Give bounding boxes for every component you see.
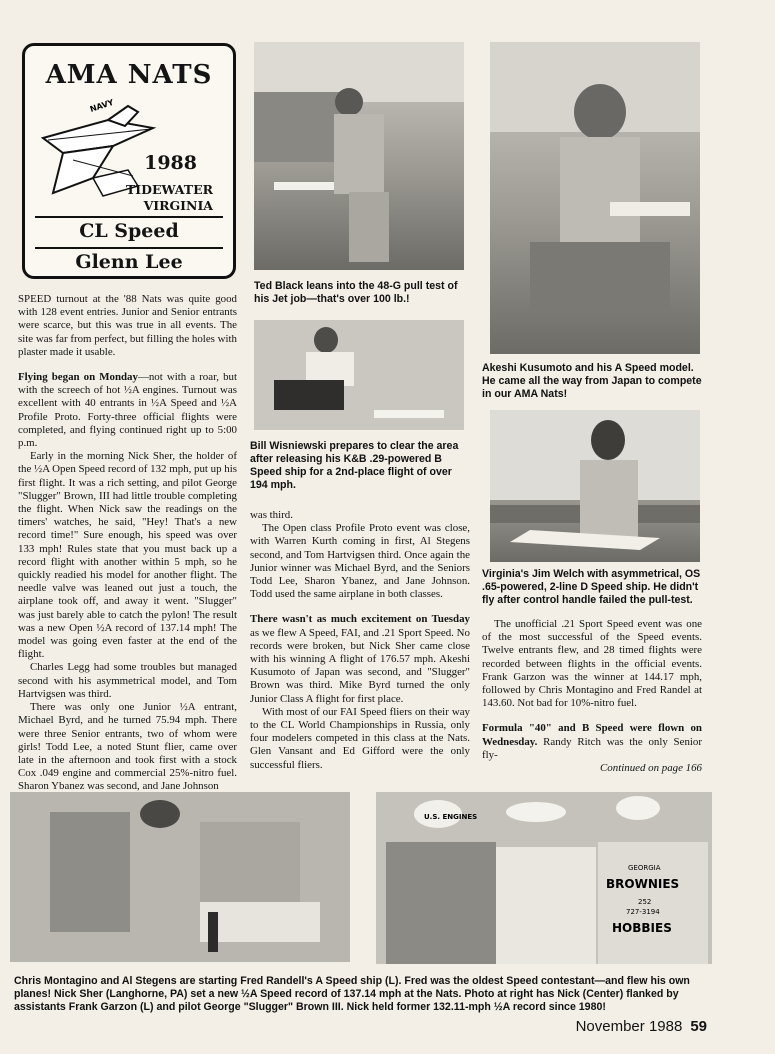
shirt-text-1: GEORGIA [628,864,661,872]
shirt-text-5: HOBBIES [612,921,672,935]
nats-logo-box [22,43,236,279]
paragraph-sport-speed: The unofficial .21 Sport Speed event was one of the most successful of the Speed events. Twelve entrants flew, and 28 timed flights were recorded between flights in the official events. Frank Garzon was the winner at 144.17 mph, followed by Chris Montagino and Fred Randel at 143.60. Not bad for 10%-nitro fuel. [482,618,702,710]
chris-montagino-photo [10,792,350,962]
paragraph-intro: SPEED turnout at the '88 Nats was quite good with 128 event entries. Junior and Senior entrants were scarce, but this was true in all events. The site was far from perfect, but filling the holes with plaster made it usable. [18,293,237,358]
bill-wisniewski-photo [254,320,464,430]
shirt-text-4: 727-3194 [626,908,660,916]
continued-note: Continued on page 166 [600,762,702,775]
paragraph-nick-sher: Early in the morning Nick Sher, the holder of the ½A Open Speed record of 132 mph, put up his first flight. It was a rich setting, and pilot George "Slugger" Brown, III had little trouble completing the flight. When Nick saw the readings on the timers' watches, he said, "Hey! That's a new record time!" Sure enough, his speed was over 133 mph! Rules state that you must back up a record flight with another within 5 mph, so he quickly readied his model for another flight. The needle valve was leaned out just a touch, the airplane took off, and away it went. "Slugger" was just barely able to catch the pylon! The result was a new Open ½A record of 137.14 mph! The model was going even faster at the end of the flight. [18,450,237,661]
monday-rest: —not with a roar, but with the screech of hot ½A engines. Turnout was excellent with 40 entrants in ½A Speed and ½A Profile Proto. Forty-three official flights were completed, and flying continued right up to 5:00 p.m. [18,371,237,450]
ted-black-caption: Ted Black leans into the 48-G pull test of his Jet job—that's over 100 lb.! [254,280,458,305]
bottom-caption: Chris Montagino and Al Stegens are starting Fred Randell's A Speed ship (L). Fred was the oldest Speed contestant—and flew his own planes! Nick Sher (Langhorne, PA) set a new ½A Speed record of 137.14 mph at the Nats. Photo at right has Nick (Center) flanked by assistants Frank Garzon (L) and pilot George "Slugger" Brown III. Nick held former 132.11-mph ½A record since 1980! [14,975,690,1013]
logo-title: AMA NATS [45,60,213,90]
bill-caption: Bill Wisniewski prepares to clear the area after releasing his K&B .29-powered B Speed ship for a 2nd-place flight of over 194 mph. [250,440,459,491]
logo-divider-top [35,216,223,218]
paragraph-junior-half-a: There was only one Junior ½A entrant, Michael Byrd, and he turned 75.94 mph. There were three Senior entrants, two of whom were girls! Todd Lee, a noted Stunt flier, came over late in the afternoon and took first with a stock Cox .049 engine and commercial 25%-nitro fuel. Sharon Ybanez was second, and Jane Johnson [18,701,237,793]
paragraph-was-third: was third. [250,509,293,521]
logo-divider-bottom [35,247,223,249]
ted-black-photo [254,42,464,270]
logo-event: CL Speed [79,220,179,242]
paragraph-wednesday [482,722,702,762]
shirt-text-2: BROWNIES [606,877,680,891]
cap-brand-text: U.S. ENGINES [424,813,478,821]
plane-label: NAVY [88,98,115,114]
article-column-left [18,293,237,794]
wednesday-lead: Formula "40" and B Speed were flown on Wednesday. [482,722,702,748]
jim-welch-caption: Virginia's Jim Welch with asymmetrical, OS .65-powered, 2-line D Speed ship. He didn't fly after control handle failed the pull-test. [482,568,701,606]
logo-place [126,182,213,214]
tuesday-lead: There wasn't as much excitement on Tuesday [250,613,470,626]
monday-lead: Flying began on Monday [18,371,138,384]
logo-place-line1: TIDEWATER [126,182,213,197]
article-column-right [482,618,702,775]
article-column-middle [250,509,470,772]
jim-welch-photo [490,410,700,562]
paragraph-monday [18,371,237,450]
page-footer [576,1018,707,1035]
wednesday-rest: Randy Ritch was the only Senior fly- [482,735,702,761]
nick-sher-photo [376,792,712,964]
tuesday-rest: as we flew A Speed, FAI, and .21 Sport Speed. No records were broken, but Nick Sher came close with his winning A flight of 176.57 mph. Akeshi Kusumoto of Japan was second, and "Slugger" Brown was third. Mike Byrd turned the only Junior Class A flight for first place. [250,626,470,705]
logo-year: 1988 [144,152,197,174]
paragraph-tuesday [250,613,470,705]
shirt-text-3: 252 [638,898,652,906]
issue-date: November 1988 [575,1018,683,1035]
paragraph-fai: With most of our FAI Speed fliers on their way to the CL World Championships in Russia, only four modelers competed in this class at the Nats. Glen Vansant and Ed Gifford were the only successful fliers. [250,705,470,771]
page-number: 59 [690,1018,707,1035]
paragraph-charles-legg: Charles Legg had some troubles but managed second with his asymmetrical model, and Tom Hartvigsen was third. [18,661,237,700]
logo-place-line2: VIRGINIA [143,198,213,213]
akeshi-kusumoto-photo [490,42,700,354]
akeshi-caption: Akeshi Kusumoto and his A Speed model. He came all the way from Japan to compete in our AMA Nats! [482,362,702,400]
logo-author: Glenn Lee [75,251,183,273]
paragraph-profile-proto: The Open class Profile Proto event was close, with Warren Kurth coming in first, Al Stegens second, and Tom Hartvigsen third. Once again the Junior winner was Michael Byrd, and the Seniors Todd Lee, Sharon Ybanez, and Jane Johnson. Todd used the same airplane in both classes. [250,522,470,601]
